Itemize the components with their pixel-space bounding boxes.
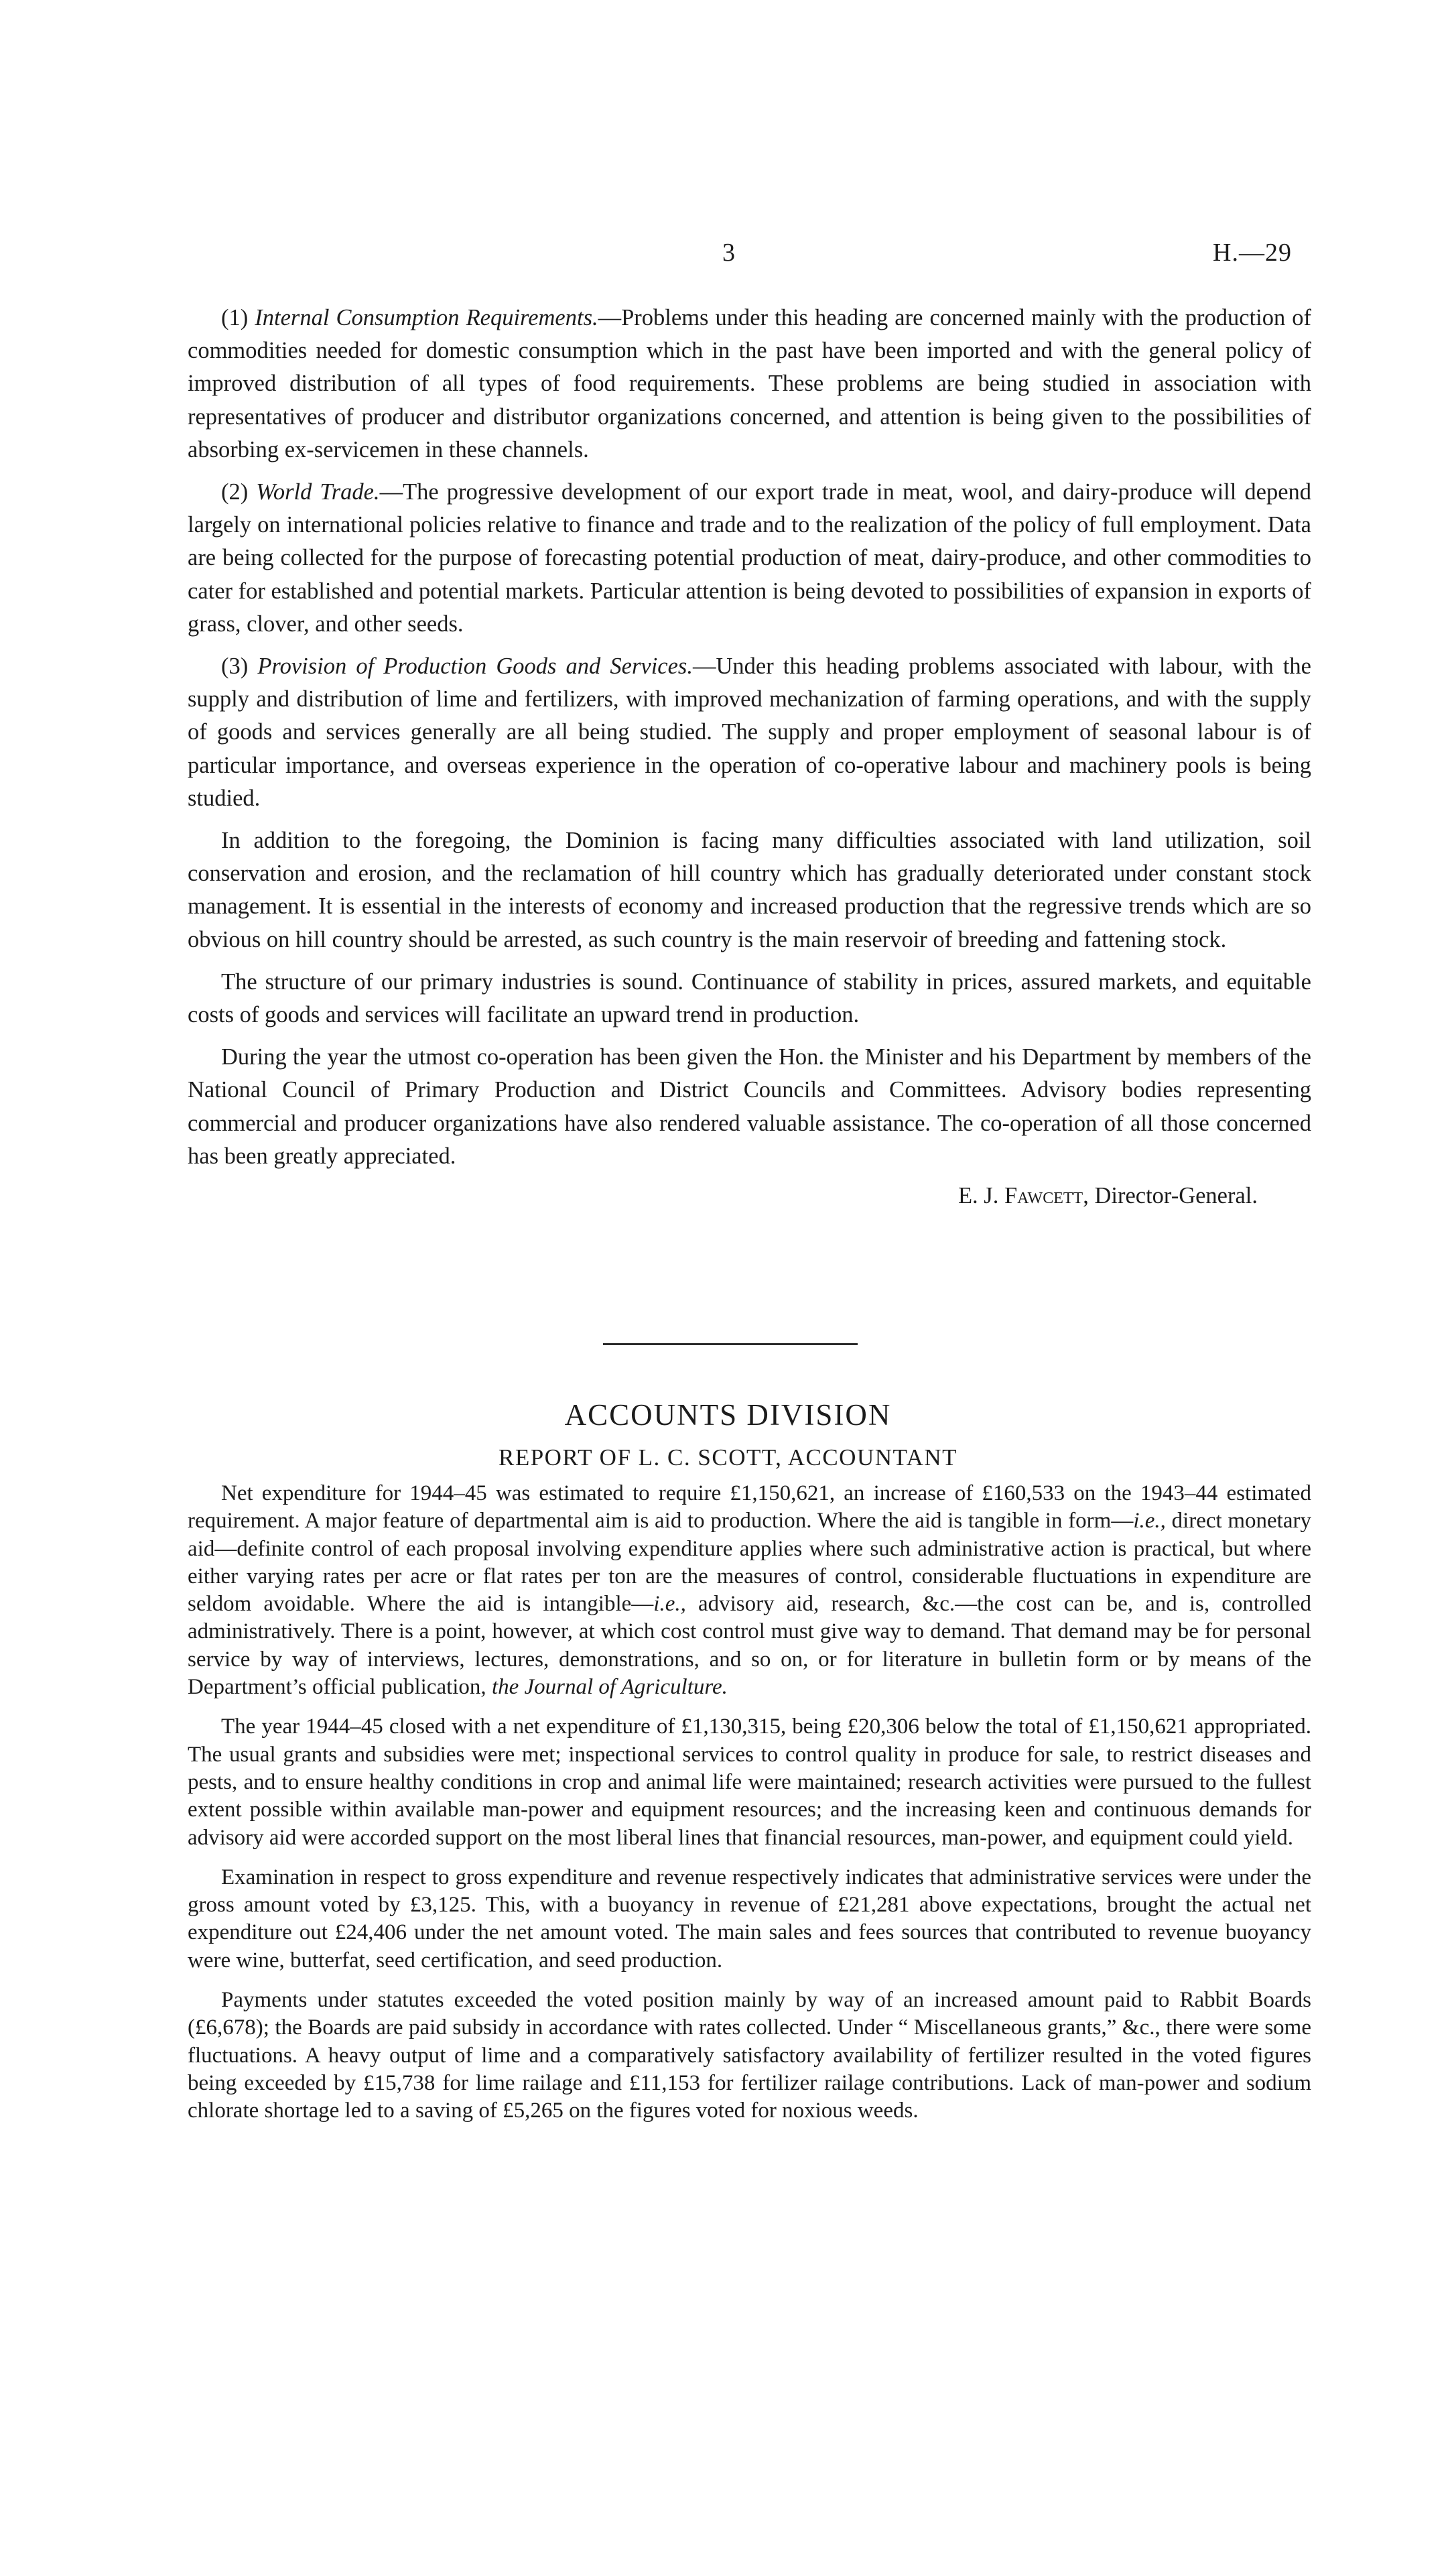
signature-title: , Director-General.	[1083, 1183, 1258, 1209]
paragraph-heading: World Trade.	[256, 479, 380, 505]
paragraph-heading: Internal Consumption Requirements.	[255, 305, 598, 330]
director-general-report-section	[188, 302, 1311, 1212]
document-reference: H.—29	[1213, 239, 1292, 267]
signature	[188, 1180, 1311, 1212]
paragraph-number: (1)	[221, 305, 255, 330]
paragraph-number: (2)	[221, 479, 257, 505]
accounts-division-section	[188, 1480, 1311, 2137]
paragraph-land-utilization: In addition to the foregoing, the Dominion is facing many difficulties associated with land utilization, soil conservation and erosion, and the reclamation of hill country which has gradually deteriorated under constant stock management. It is essential in the interests of economy and increased production that the regressive trends which are so obvious on hill country should be arrested, as such country is the main reservoir of breeding and fattening stock.	[188, 828, 1311, 952]
page-number: 3	[722, 239, 735, 267]
paragraph-world-trade	[188, 476, 1311, 641]
paragraph-body: direct monetary aid—definite control of each proposal involving expenditure applies where such administrative action is practical, but where either varying rates per acre or flat rates per ton are the measures of control, considerable fluctuations in expenditure are seldom avoidable. Where the aid is intangible—	[188, 1509, 1311, 1617]
paragraph-co-operation: During the year the utmost co-operation has been given the Hon. the Minister and his Department by members of the National Council of Primary Production and District Councils and Committees. Advisory bodies representing commercial and producer organizations have also rendered valuable assistance. The co-operation of all those concerned has been greatly appreciated.	[188, 1044, 1311, 1169]
section-divider	[603, 1343, 858, 1345]
paragraph-primary-industries: The structure of our primary industries is sound. Continuance of stability in prices, assured markets, and equitable costs of goods and services will facilitate an upward trend in production.	[188, 968, 1311, 1028]
paragraph-heading: Provision of Production Goods and Services.	[257, 653, 693, 680]
paragraph-gross-expenditure: Examination in respect to gross expenditure and revenue respectively indicates that administrative services were under the gross amount voted by £3,125. This, with a buoyancy in revenue of £21,281 above expectations, brought the actual net expenditure out £24,406 under the net amount voted. The main sales and fees sources that contributed to revenue buoyancy were wine, butterfat, seed certification, and seed production.	[188, 1865, 1311, 1973]
paragraph-net-expenditure-estimate	[188, 1480, 1311, 1701]
italic-abbreviation: i.e.,	[1133, 1509, 1166, 1534]
section-title: ACCOUNTS DIVISION	[564, 1398, 892, 1432]
signature-surname: Fawcett	[1004, 1183, 1083, 1209]
paragraph-body: advisory aid, research, &c.—the cost can be, and is, controlled administratively. There is a point, however, at which cost control must give way to demand. That demand may be for personal service by way of interviews, lectures, demonstrations, and so on, or for literature in bulletin form or by means of the Department’s official publication,	[188, 1592, 1311, 1700]
paragraph-year-closing: The year 1944–45 closed with a net expenditure of £1,130,315, being £20,306 below the total of £1,150,621 appropriated. The usual grants and subsidies were met; inspectional services to control quality in produce for sale, to restrict diseases and pests, and to ensure healthy conditions in crop and animal life were maintained; research activities were pursued to the fullest extent possible within available man-power and equipment resources; and the increasing keen and continuous demands for advisory aid were accorded support on the most liberal lines that financial resources, man-power, and equipment could yield.	[188, 1714, 1311, 1850]
section-subtitle: REPORT OF L. C. SCOTT, ACCOUNTANT	[498, 1444, 958, 1471]
paragraph-statutory-payments: Payments under statutes exceeded the voted position mainly by way of an increased amount paid to Rabbit Boards (£6,678); the Boards are paid subsidy in accordance with rates collected. Under “ Miscellaneous grants,” &c., there were some fluctuations. A heavy output of lime and a comparatively satisfactory availability of fertilizer resulted in the voted figures being exceeded by £15,738 for lime railage and £11,153 for fertilizer railage contributions. Lack of man-power and sodium chlorate shortage led to a saving of £5,265 on the figures voted for noxious weeds.	[188, 1988, 1311, 2123]
paragraph-body: —Problems under this heading are concerned mainly with the production of commodities needed for domestic consumption which in the past have been imported and with the general policy of improved distribution of all types of food requirements. These problems are being studied in association with representatives of producer and distributor organizations concerned, and attention is being given to the possibilities of absorbing ex-servicemen in these channels.	[188, 305, 1311, 462]
paragraph-production-goods	[188, 650, 1311, 815]
italic-abbreviation: i.e.,	[653, 1592, 686, 1617]
paragraph-body: —The progressive development of our export trade in meat, wool, and dairy-produce will depend largely on international policies relative to finance and trade and to the realization of the policy of full employment. Data are being collected for the purpose of forecasting potential production of meat, dairy-produce, and other commodities to cater for established and potential markets. Particular attention is being devoted to possibilities of expansion in exports of grass, clover, and other seeds.	[188, 479, 1312, 637]
signature-initials: E. J.	[957, 1183, 1004, 1209]
paragraph-internal-consumption	[188, 302, 1311, 466]
paragraph-number: (3)	[221, 653, 258, 680]
paragraph-body: Net expenditure for 1944–45 was estimated to require £1,150,621, an increase of £160,533 on the 1943–44 estimated requirement. A major feature of departmental aim is aid to production. Where the aid is tangible in form—	[188, 1481, 1311, 1534]
page-header	[0, 238, 1456, 278]
journal-title: the Journal of Agriculture.	[491, 1675, 728, 1700]
paragraph-body: —Under this heading problems associated with labour, with the supply and distribution of lime and fertilizers, with improved mechanization of farming operations, and with the supply of goods and services generally are all being studied. The supply and proper employment of seasonal labour is of particular importance, and overseas experience in the operation of co-operative labour and machinery pools is being studied.	[188, 653, 1311, 811]
